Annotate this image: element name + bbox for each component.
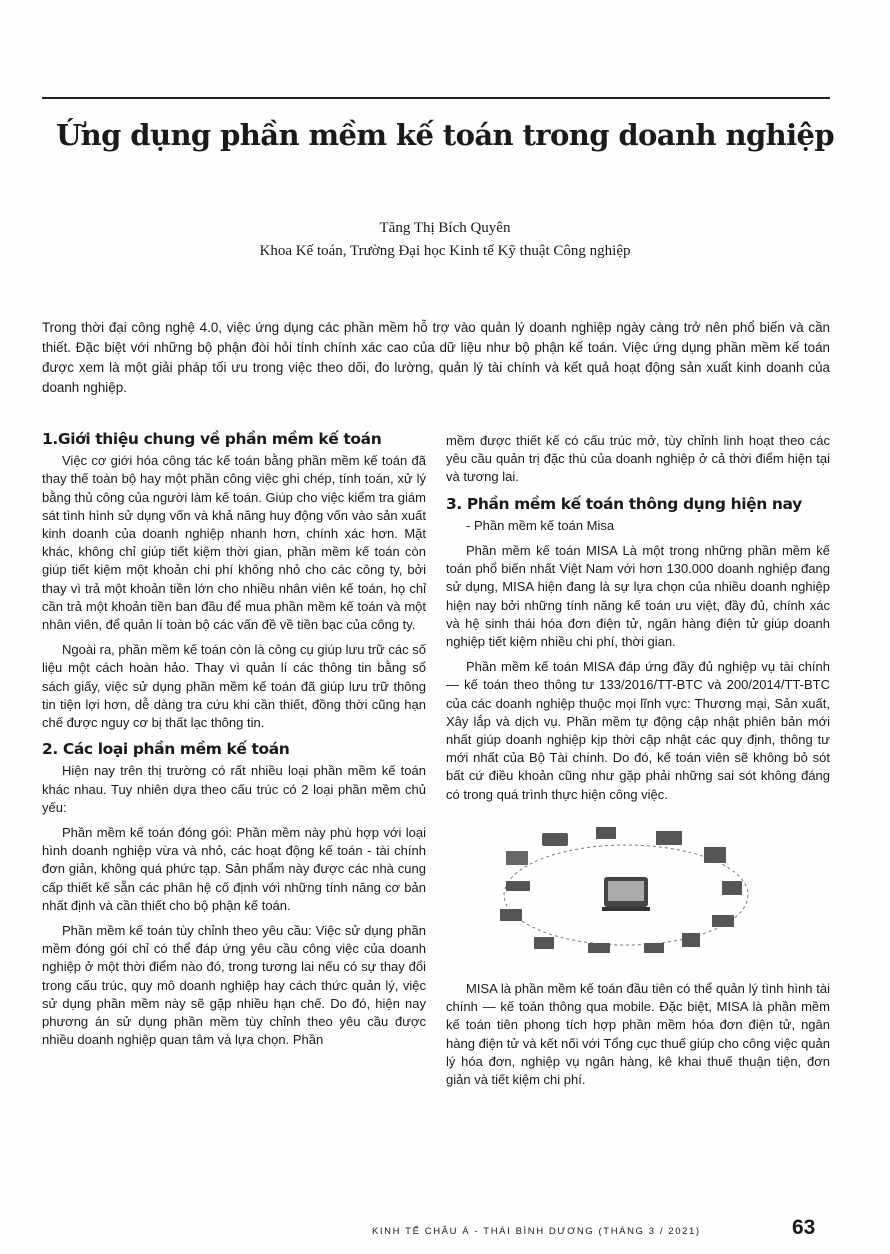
section-3-paragraph: MISA là phần mềm kế toán đầu tiên có thể quản lý tình hình tài chính — kế toán thông qua mobile. Đặc biệt, MISA là phần mềm kế toán tiên phong tích hợp phần mềm hóa đơn điện tử, ngân hàng điện tử và kết nối với Tổng cục thuế giúp cho công việc quản lý hóa đơn, nghiệp vụ ngân hàng, kê khai thuế thuận tiện, đơn giản và tiết kiệm chi phí.	[446, 981, 830, 1088]
section-1-paragraph: Ngoài ra, phần mềm kế toán còn là công cụ giúp lưu trữ các số liệu một cách hoàn hảo. Thay vì quản lí các thông tin bằng sổ sách giấy, việc sử dụng phần mềm kế toán đã giúp lưu trữ thông tin tiện lợi hơn, dễ dàng tra cứu khi cần thiết, đồng thời cũng hạn chế được nguy cơ bị thất lạc thông tin.	[42, 642, 426, 731]
left-column	[42, 430, 426, 1057]
continued-paragraph: mềm được thiết kế có cấu trúc mở, tùy chỉnh linh hoạt theo các yêu cầu quản trị đặc thù của doanh nghiệp ở cả thời điểm hiện tại và tương lai.	[446, 433, 830, 485]
misa-ecosystem-diagram-icon	[476, 825, 776, 963]
author-name: Tăng Thị Bích Quyên	[379, 220, 511, 236]
section-3-paragraph: Phần mềm kế toán MISA đáp ứng đầy đủ nghiệp vụ tài chính — kế toán theo thông tư 133/2016/TT-BTC và 200/2014/TT-BTC của các doanh nghiệp thuộc mọi lĩnh vực: Thương mại, Sản xuất, Xây lắp và dịch vụ. Phần mềm tự động cập nhật phiên bản mới nhất giúp doanh nghiệp kịp thời cập nhật các quy định, thông tư mới nhất của Bộ Tài chính. Do đó, kế toán viên sẽ không bỏ sót bất cứ điều khoản cũng như gặp phải những sai sót không đáng có trong quá trình thực hiện công việc.	[446, 659, 830, 802]
section-1-paragraph: Việc cơ giới hóa công tác kế toán bằng phần mềm kế toán đã thay thế toàn bộ hay một phần công việc ghi chép, tính toán, xử lý bằng thủ công của người làm kế toán. Giúp cho việc kiểm tra giám sát tình hình sử dụng vốn và khả năng huy động vốn vào sản xuất kinh doanh của doanh nghiệp nhanh hơn, chính xác hơn. Mặt khác, không chỉ giúp tiết kiệm thời gian, phần mềm kế toán còn giúp tiết kiệm một khoản chi phí không nhỏ cho các công ty, bởi thay vì trả một khoản tiền lớn cho nhiều nhân viên kế toán, họ chỉ cần trả một khoản tiền ban đầu để mua phần mềm kế toán và một nhân viên, để quản lí toàn bộ các vấn đề về tiền bạc của công ty.	[42, 453, 426, 633]
section-3-subheading: - Phần mềm kế toán Misa	[466, 517, 615, 533]
abstract: Trong thời đại công nghệ 4.0, việc ứng dụng các phần mềm hỗ trợ vào quản lý doanh nghiệp ngày càng trở nên phổ biến và cần thiết. Đặc biệt với những bộ phận đòi hỏi tính chính xác cao của dữ liệu như bộ phận kế toán. Việc ứng dụng phần mềm kế toán được xem là một giải pháp tối ưu trong việc theo dõi, đo lường, quản lý tài chính và kết quả hoạt động sản xuất kinh doanh của doanh nghiệp.	[42, 320, 830, 395]
right-column	[446, 432, 830, 1096]
header-rule	[42, 97, 830, 99]
article-title: Ứng dụng phần mềm kế toán trong doanh nghiệp	[55, 118, 835, 152]
section-3-paragraph: Phần mềm kế toán MISA Là một trong những phần mềm kế toán phổ biến nhất Việt Nam với hơn 130.000 doanh nghiệp đang sử dụng, MISA hiện đang là sự lựa chọn của nhiều doanh nghiệp hiện nay bởi những tính năng kế toán ưu việt, đầy đủ, chính xác và hệ sinh thái hóa đơn điện tử, ngân hàng điện tử giúp doanh nghiệp tiết kiệm nhiều chi phí, thời gian.	[446, 543, 830, 650]
section-3-heading: 3. Phần mềm kế toán thông dụng hiện nay	[446, 494, 802, 513]
section-2-paragraph: Phần mềm kế toán đóng gói: Phần mềm này phù hợp với loại hình doanh nghiệp vừa và nhỏ, các hoạt động kế toán - tài chính đơn giản, không quá phức tạp. Sản phẩm này được các nhà cung cấp thiết kế sẵn các phân hệ cố định với những tính năng cơ bản nhất định và cần thiết cho bộ phận kế toán.	[42, 825, 426, 913]
section-2-paragraph: Hiện nay trên thị trường có rất nhiều loại phần mềm kế toán khác nhau. Tuy nhiên dựa theo cấu trúc có 2 loại phần mềm chủ yếu:	[42, 763, 426, 815]
section-2-paragraph: Phần mềm kế toán tùy chỉnh theo yêu cầu: Việc sử dụng phần mềm đóng gói chỉ có thể đáp ứng yêu cầu công việc của doanh nghiệp ở một thời điểm nào đó, trong tương lai nếu có sự thay đổi trong cấu trúc, quy mô doanh nghiệp hay cách thức quản lý, việc sử dụng phần mềm này sẽ gặp nhiều hạn chế. Do đó, hiện nay phương án sử dụng phần mềm tùy chỉnh theo yêu cầu được nhiều doanh nghiệp quan tâm và lựa chọn. Phần	[42, 923, 426, 1048]
journal-footer: KINH TẾ CHÂU Á - THÁI BÌNH DƯƠNG (THÁNG 3 / 2021)	[372, 1226, 701, 1237]
section-2-heading: 2. Các loại phần mềm kế toán	[42, 740, 290, 759]
page-number: 63	[792, 1216, 816, 1239]
author-affiliation: Khoa Kế toán, Trường Đại học Kinh tế Kỹ thuật Công nghiệp	[259, 243, 631, 259]
section-1-heading: 1.Giới thiệu chung về phần mềm kế toán	[42, 430, 382, 448]
